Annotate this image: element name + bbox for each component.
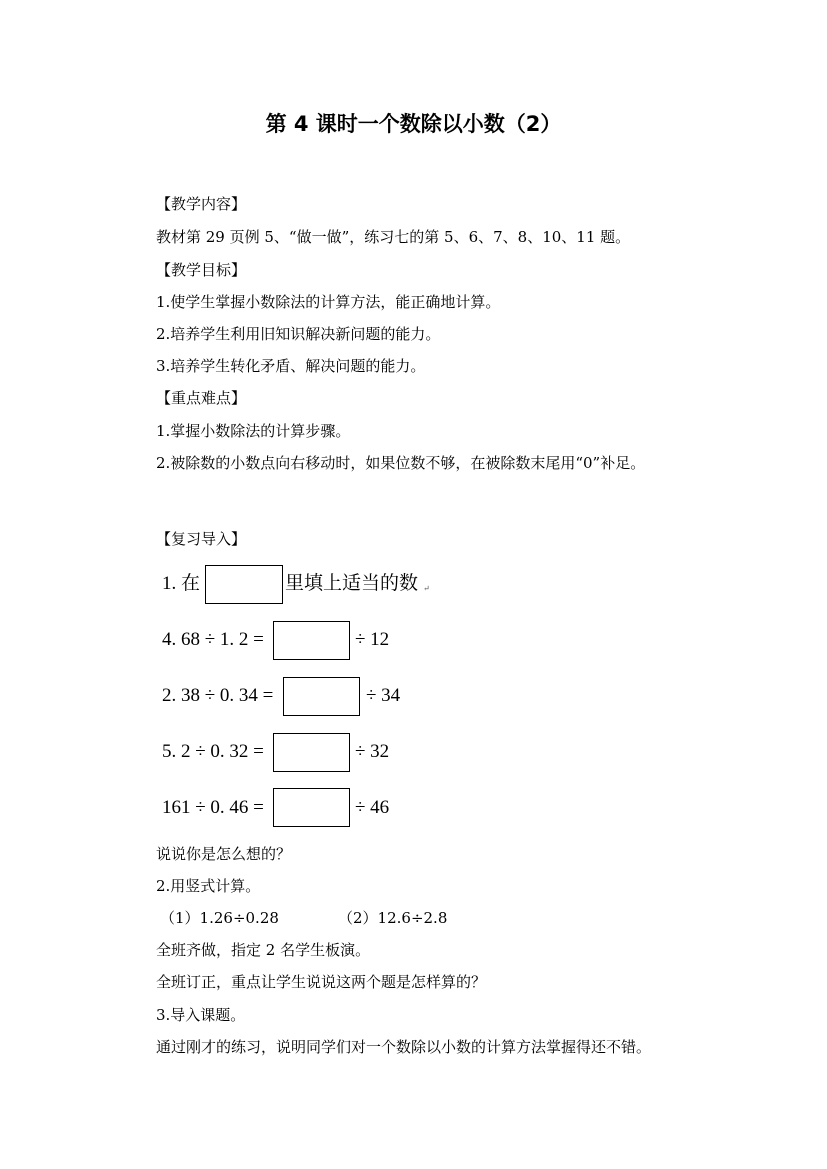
equation-right: ÷ 34 xyxy=(366,685,401,706)
equation-left: 5. 2 ÷ 0. 32 = xyxy=(162,741,264,762)
exercise-2-item-2: （2）12.6÷2.8 xyxy=(338,909,448,927)
return-mark: ↵ xyxy=(423,584,430,593)
goal-item: 2.培养学生利用旧知识解决新问题的能力。 xyxy=(156,325,441,343)
equation-right: ÷ 46 xyxy=(355,797,390,818)
answer-box-example xyxy=(205,565,283,604)
equation-right: ÷ 32 xyxy=(355,741,390,762)
key-point-item: 1.掌握小数除法的计算步骤。 xyxy=(156,422,351,440)
section-heading-review: 【复习导入】 xyxy=(156,530,247,548)
goal-item: 1.使学生掌握小数除法的计算方法，能正确地计算。 xyxy=(156,293,501,311)
section-heading-content: 【教学内容】 xyxy=(156,195,247,213)
text-line: 全班齐做，指定 2 名学生板演。 xyxy=(156,941,371,959)
section-heading-goals: 【教学目标】 xyxy=(156,261,247,279)
answer-box[interactable] xyxy=(273,621,350,660)
equation-right: ÷ 12 xyxy=(355,629,390,650)
answer-box[interactable] xyxy=(283,677,360,716)
text-line: 3.导入课题。 xyxy=(156,1006,246,1024)
equation-left: 4. 68 ÷ 1. 2 = xyxy=(162,629,264,650)
text-line: 说说你是怎么想的？ xyxy=(156,845,292,863)
equation-left: 161 ÷ 0. 46 = xyxy=(162,797,264,818)
text-line: 全班订正，重点让学生说说这两个题是怎样算的？ xyxy=(156,973,487,991)
answer-box[interactable] xyxy=(273,788,350,827)
exercise-2-item-1: （1）1.26÷0.28 xyxy=(160,909,279,927)
goal-item: 3.培养学生转化矛盾、解决问题的能力。 xyxy=(156,357,426,375)
answer-box[interactable] xyxy=(273,733,350,772)
exercise-1-suffix: 里填上适当的数 xyxy=(285,573,419,594)
equation-left: 2. 38 ÷ 0. 34 = xyxy=(162,685,274,706)
key-point-item: 2.被除数的小数点向右移动时，如果位数不够，在被除数末尾用“0”补足。 xyxy=(156,454,646,472)
text-line: 2.用竖式计算。 xyxy=(156,877,261,895)
section-heading-key-points: 【重点难点】 xyxy=(156,389,247,407)
content-text: 教材第 29 页例 5、“做一做”，练习七的第 5、6、7、8、10、11 题。 xyxy=(156,228,631,246)
exercise-1-prefix: 1. 在 xyxy=(162,573,201,594)
page-title: 第 4 课时一个数除以小数（2） xyxy=(265,112,562,136)
text-line: 通过刚才的练习，说明同学们对一个数除以小数的计算方法掌握得还不错。 xyxy=(156,1038,652,1056)
